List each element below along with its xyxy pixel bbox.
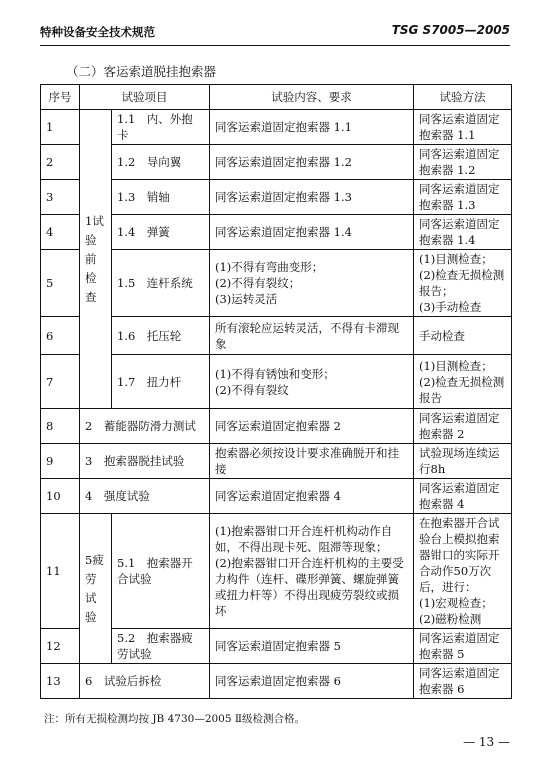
- row-item: 3 抱索器脱挂试验: [80, 444, 210, 479]
- table-row: [41, 444, 512, 479]
- header-standard-code: TSG S7005—2005: [391, 23, 510, 37]
- table-row: [41, 664, 512, 699]
- row-item: 4 强度试验: [80, 479, 210, 514]
- footnote: 注：所有无损检测均按 JB 4730—2005 Ⅱ级检测合格。: [44, 713, 306, 725]
- row-content: 同客运索道固定抱索器 5: [210, 629, 414, 664]
- table-row: [41, 479, 512, 514]
- col-header-content: 试验内容、要求: [210, 85, 414, 110]
- row-seq: 12: [41, 629, 80, 664]
- row-item: 6 试验后拆检: [80, 664, 210, 699]
- row-method: 在抱索器开合试验台上模拟抱索器钳口的实际开合动作50万次后，进行： (1)宏观检查； (2)磁粉检测: [414, 514, 512, 629]
- row-method: 同客运索道固定抱索器 5: [414, 629, 512, 664]
- row-item: 1.7 扭力杆: [112, 355, 210, 409]
- table-row: [41, 250, 512, 317]
- row-content: 同客运索道固定抱索器 1.4: [210, 215, 414, 250]
- row-seq: 6: [41, 317, 80, 355]
- col-header-method: 试验方法: [414, 85, 512, 110]
- row-seq: 4: [41, 215, 80, 250]
- row-seq: 7: [41, 355, 80, 409]
- row-method: (1)目测检查； (2)检查无损检测报告； (3)手动检查: [414, 250, 512, 317]
- table-row: [41, 629, 512, 664]
- row-method: 同客运索道固定抱索器 1.1: [414, 110, 512, 145]
- table-row: [41, 110, 512, 145]
- row-content: 同客运索道固定抱索器 4: [210, 479, 414, 514]
- col-header-item: 试验项目: [80, 85, 210, 110]
- row-content: (1)不得有锈蚀和变形； (2)不得有裂纹: [210, 355, 414, 409]
- row-seq: 2: [41, 145, 80, 180]
- row-item: 1.6 托压轮: [112, 317, 210, 355]
- row-seq: 8: [41, 409, 80, 444]
- row-method: 同客运索道固定抱索器 4: [414, 479, 512, 514]
- row-seq: 10: [41, 479, 80, 514]
- row-seq: 13: [41, 664, 80, 699]
- row-content: (1)不得有弯曲变形； (2)不得有裂纹； (3)运转灵活: [210, 250, 414, 317]
- table-row: [41, 355, 512, 409]
- page-number: — 13 —: [463, 735, 510, 749]
- row-method: 同客运索道固定抱索器 1.2: [414, 145, 512, 180]
- row-content: 抱索器必须按设计要求准确脱开和挂接: [210, 444, 414, 479]
- col-header-seq: 序号: [41, 85, 80, 110]
- group-label-pre-test: 1试验前检查: [80, 110, 112, 409]
- table-row: [41, 409, 512, 444]
- row-method: 试验现场连续运行8h: [414, 444, 512, 479]
- group-label-fatigue: 5疲劳试验: [80, 514, 112, 664]
- table-header-row: [41, 85, 512, 110]
- row-item: 5.2 抱索器疲劳试验: [112, 629, 210, 664]
- row-seq: 1: [41, 110, 80, 145]
- section-title: （二）客运索道脱挂抱索器: [66, 64, 217, 79]
- row-item: 2 蓄能器防滑力测试: [80, 409, 210, 444]
- row-content: 同客运索道固定抱索器 1.3: [210, 180, 414, 215]
- header-spec-name: 特种设备安全技术规范: [40, 25, 155, 39]
- table-row: [41, 317, 512, 355]
- row-method: 手动检查: [414, 317, 512, 355]
- header-rule: [40, 45, 510, 46]
- row-content: 所有滚轮应运转灵活，不得有卡滞现象: [210, 317, 414, 355]
- row-content: 同客运索道固定抱索器 1.2: [210, 145, 414, 180]
- row-item: 1.1 内、外抱卡: [112, 110, 210, 145]
- table-row: [41, 514, 512, 629]
- row-method: 同客运索道固定抱索器 1.3: [414, 180, 512, 215]
- table-row: [41, 180, 512, 215]
- row-method: 同客运索道固定抱索器 1.4: [414, 215, 512, 250]
- row-method: (1)目测检查； (2)检查无损检测报告: [414, 355, 512, 409]
- row-item: 5.1 抱索器开合试验: [112, 514, 210, 629]
- row-content: 同客运索道固定抱索器 2: [210, 409, 414, 444]
- table-row: [41, 215, 512, 250]
- row-item: 1.3 销轴: [112, 180, 210, 215]
- row-item: 1.2 导向翼: [112, 145, 210, 180]
- table-row: [41, 145, 512, 180]
- row-method: 同客运索道固定抱索器 2: [414, 409, 512, 444]
- row-seq: 9: [41, 444, 80, 479]
- row-content: (1)抱索器钳口开合连杆机构动作自如，不得出现卡死、阻滞等现象； (2)抱索器钳口开合连杆机构的主要受力构件（连杆、碟形弹簧、螺旋弹簧或扭力杆等）不得出现疲劳裂纹或损坏: [210, 514, 414, 629]
- row-item: 1.4 弹簧: [112, 215, 210, 250]
- row-seq: 3: [41, 180, 80, 215]
- requirements-table: [40, 84, 512, 699]
- row-item: 1.5 连杆系统: [112, 250, 210, 317]
- row-content: 同客运索道固定抱索器 1.1: [210, 110, 414, 145]
- row-content: 同客运索道固定抱索器 6: [210, 664, 414, 699]
- row-seq: 5: [41, 250, 80, 317]
- row-seq: 11: [41, 514, 80, 629]
- row-method: 同客运索道固定抱索器 6: [414, 664, 512, 699]
